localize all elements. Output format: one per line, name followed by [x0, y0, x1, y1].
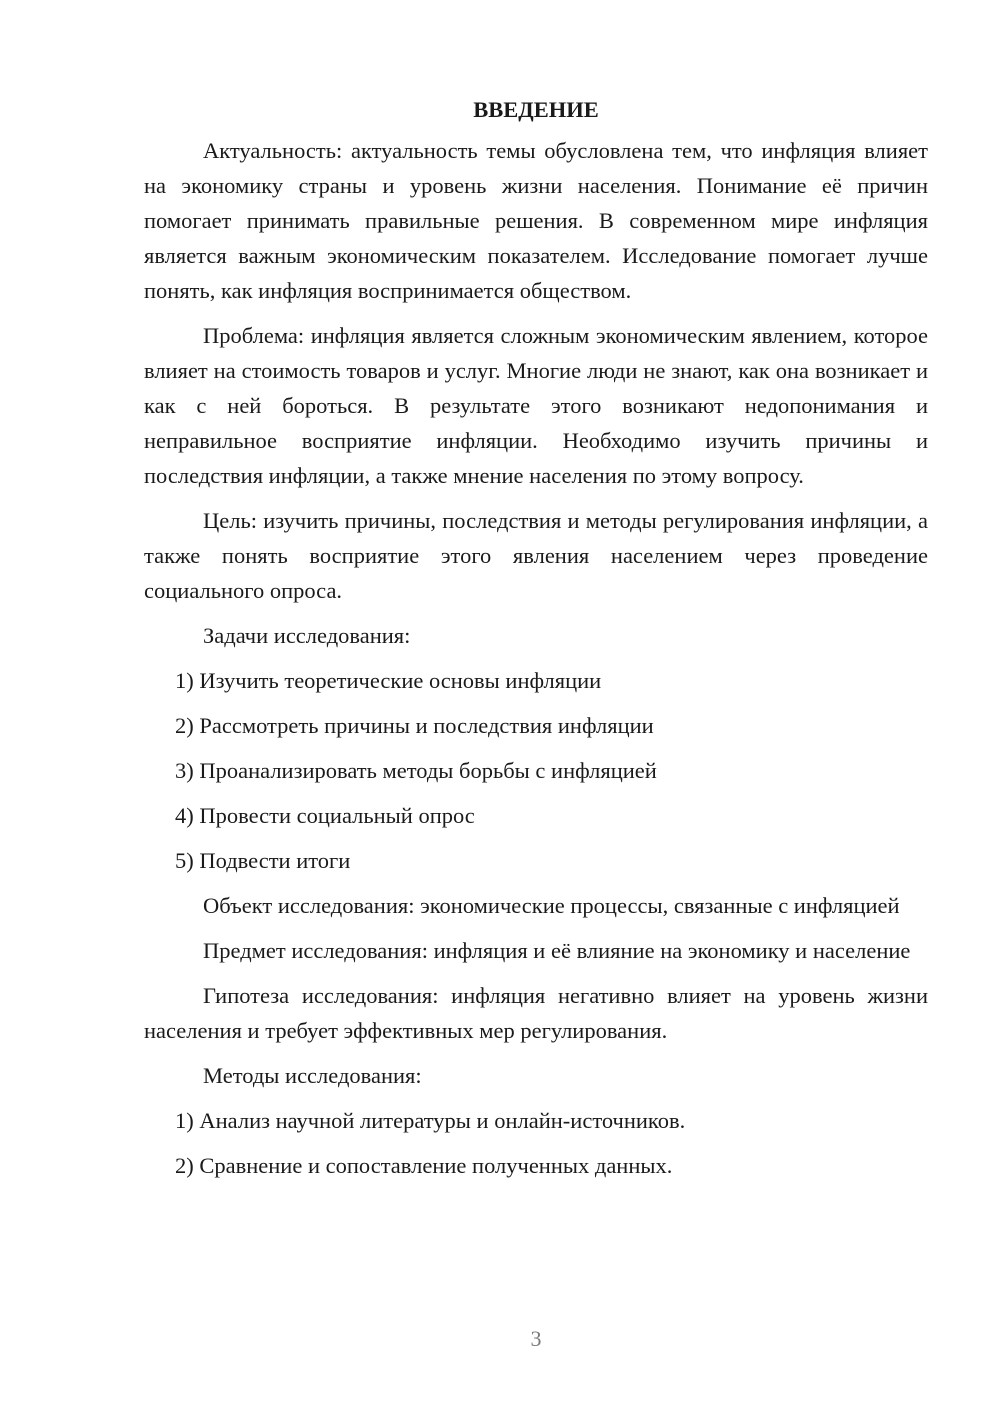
list-item: 4) Провести социальный опрос — [175, 803, 475, 828]
tasks-label: Задачи исследования: — [203, 623, 411, 648]
hypothesis-paragraph: Гипотеза исследования: инфляция негативно влияет на уровень жизни населения и требует эффективных мер регулирования. — [144, 983, 928, 1043]
problem-paragraph: Проблема: инфляция является сложным экономическим явлением, которое влияет на стоимость товаров и услуг. Многие люди не знают, как она возникает и как с ней бороться. В результате этого возникают недопонимания и неправильное восприятие инфляции. Необходимо изучить причины и последствия инфляции, а также мнение населения по этому вопросу. — [144, 323, 928, 488]
relevance-paragraph: Актуальность: актуальность темы обусловлена тем, что инфляция влияет на экономику страны и уровень жизни населения. Понимание её причин помогает принимать правильные решения. В современном мире инфляция является важным экономическим показателем. Исследование помогает лучше понять, как инфляция воспринимается обществом. — [144, 138, 928, 303]
methods-label: Методы исследования: — [203, 1063, 422, 1088]
list-item: 5) Подвести итоги — [175, 848, 351, 873]
list-item: 1) Изучить теоретические основы инфляции — [175, 668, 602, 693]
list-item: 3) Проанализировать методы борьбы с инфляцией — [175, 758, 657, 783]
methods-list — [144, 1103, 928, 1183]
page-number: 3 — [530, 1326, 542, 1351]
list-item: 2) Сравнение и сопоставление полученных данных. — [175, 1153, 673, 1178]
list-item: 2) Рассмотреть причины и последствия инфляции — [175, 713, 654, 738]
section-heading: ВВЕДЕНИЕ — [473, 97, 599, 122]
object-paragraph: Объект исследования: экономические процессы, связанные с инфляцией — [203, 893, 900, 918]
goal-paragraph: Цель: изучить причины, последствия и методы регулирования инфляции, а также понять восприятие этого явления населением через проведение социального опроса. — [144, 508, 928, 603]
page-content — [144, 92, 928, 1193]
tasks-list — [144, 663, 928, 878]
list-item: 1) Анализ научной литературы и онлайн-источников. — [175, 1108, 686, 1133]
subject-paragraph: Предмет исследования: инфляция и её влияние на экономику и население — [203, 938, 911, 963]
